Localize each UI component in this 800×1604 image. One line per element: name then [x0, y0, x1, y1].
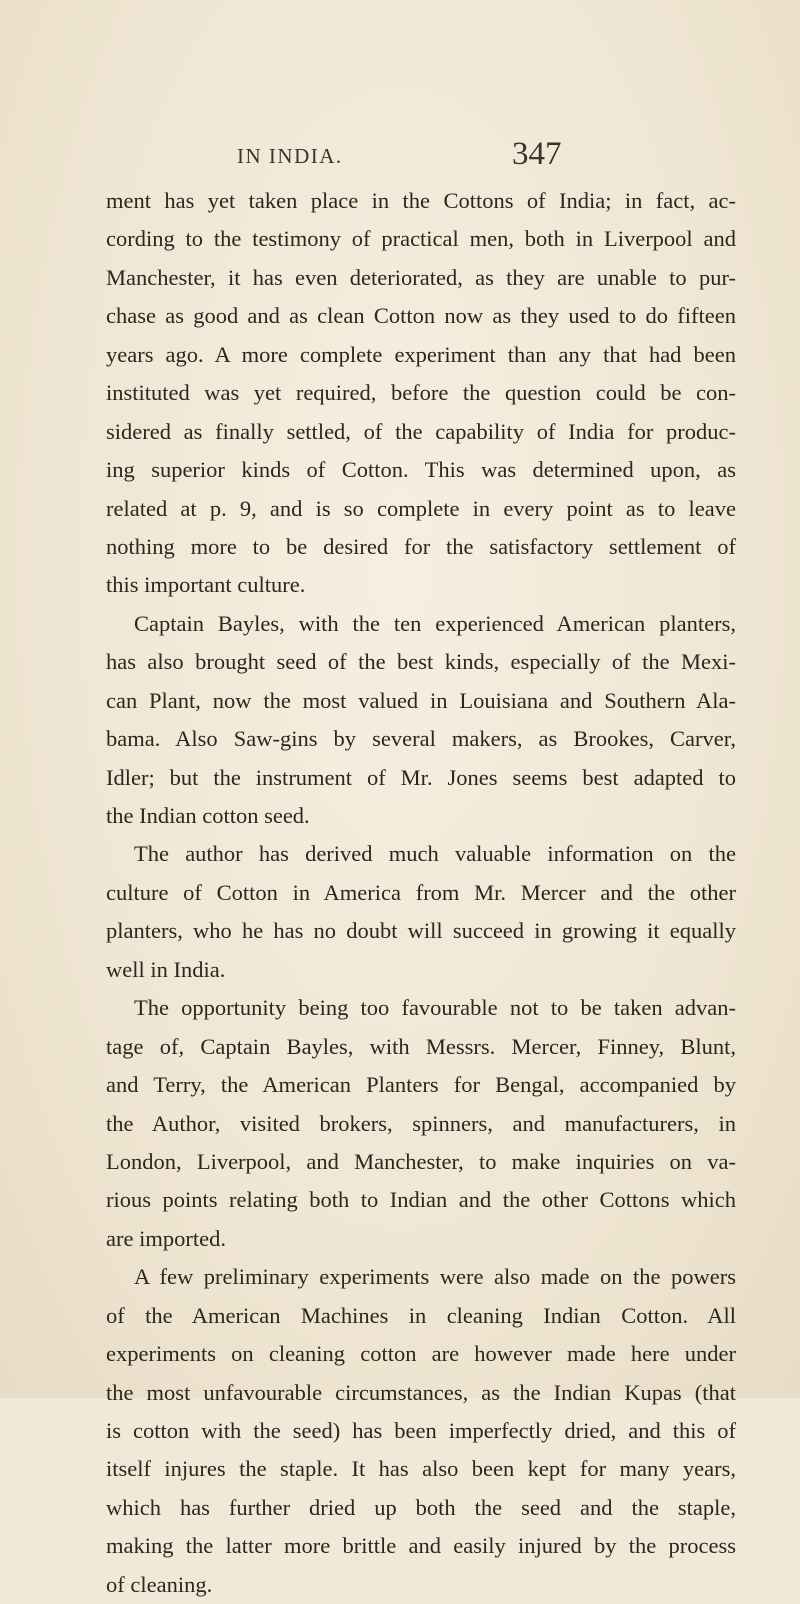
text-line: A few preliminary experiments were also made on the powers: [134, 1264, 736, 1290]
text-line: this important culture.: [106, 572, 306, 598]
text-line: The author has derived much valuable information on the: [134, 841, 736, 867]
text-line: instituted was yet required, before the question could be con-: [106, 380, 736, 406]
text-line: chase as good and as clean Cotton now as they used to do fifteen: [106, 303, 736, 329]
text-line: sidered as finally settled, of the capability of India for produc-: [106, 418, 736, 444]
text-line: making the latter more brittle and easily injured by the process: [106, 1533, 736, 1559]
page-header: [0, 134, 800, 174]
text-line: ing superior kinds of Cotton. This was determined upon, as: [106, 457, 736, 483]
text-line: planters, who he has no doubt will succeed in growing it equally: [106, 918, 736, 944]
text-line: can Plant, now the most valued in Louisiana and Southern Ala-: [106, 687, 736, 713]
text-line: Manchester, it has even deteriorated, as they are unable to pur-: [106, 264, 736, 290]
text-line: cording to the testimony of practical men, both in Liverpool and: [106, 226, 736, 252]
text-line: Idler; but the instrument of Mr. Jones seems best adapted to: [106, 764, 736, 790]
text-line: The opportunity being too favourable not to be taken advan-: [134, 995, 736, 1021]
text-line: is cotton with the seed) has been imperfectly dried, and this of: [106, 1418, 736, 1443]
text-line: nothing more to be desired for the satisfactory settlement of: [106, 533, 736, 559]
text-line: London, Liverpool, and Manchester, to make inquiries on va-: [106, 1148, 736, 1174]
running-head: IN INDIA.: [237, 144, 343, 168]
text-line: related at p. 9, and is so complete in every point as to leave: [106, 495, 736, 521]
text-line: has also brought seed of the best kinds, especially of the Mexi-: [106, 649, 736, 675]
text-line: the most unfavourable circumstances, as the Indian Kupas (that: [106, 1379, 736, 1405]
text-line: the Author, visited brokers, spinners, and manufacturers, in: [106, 1110, 736, 1136]
text-line: and Terry, the American Planters for Bengal, accompanied by: [106, 1072, 736, 1098]
text-line: rious points relating both to Indian and the other Cottons which: [106, 1187, 736, 1213]
text-line: Captain Bayles, with the ten experienced American planters,: [134, 610, 736, 636]
page-number: 347: [512, 136, 562, 172]
text-line: itself injures the staple. It has also been kept for many years,: [106, 1456, 736, 1482]
text-line: years ago. A more complete experiment than any that had been: [106, 341, 736, 367]
text-line: which has further dried up both the seed and the staple,: [106, 1494, 736, 1520]
text-line: culture of Cotton in America from Mr. Mercer and the other: [106, 879, 736, 905]
text-line: tage of, Captain Bayles, with Messrs. Mercer, Finney, Blunt,: [106, 1033, 736, 1059]
text-line: are imported.: [106, 1225, 226, 1251]
body-text: [106, 182, 736, 1604]
text-line: ment has yet taken place in the Cottons of India; in fact, ac-: [106, 188, 736, 213]
text-line: well in India.: [106, 956, 226, 982]
text-line: the Indian cotton seed.: [106, 803, 310, 828]
text-line: of the American Machines in cleaning Indian Cotton. All: [106, 1302, 736, 1328]
text-line: of cleaning.: [106, 1571, 213, 1597]
text-line: experiments on cleaning cotton are however made here under: [106, 1341, 736, 1367]
text-line: bama. Also Saw-gins by several makers, as Brookes, Carver,: [106, 726, 736, 752]
